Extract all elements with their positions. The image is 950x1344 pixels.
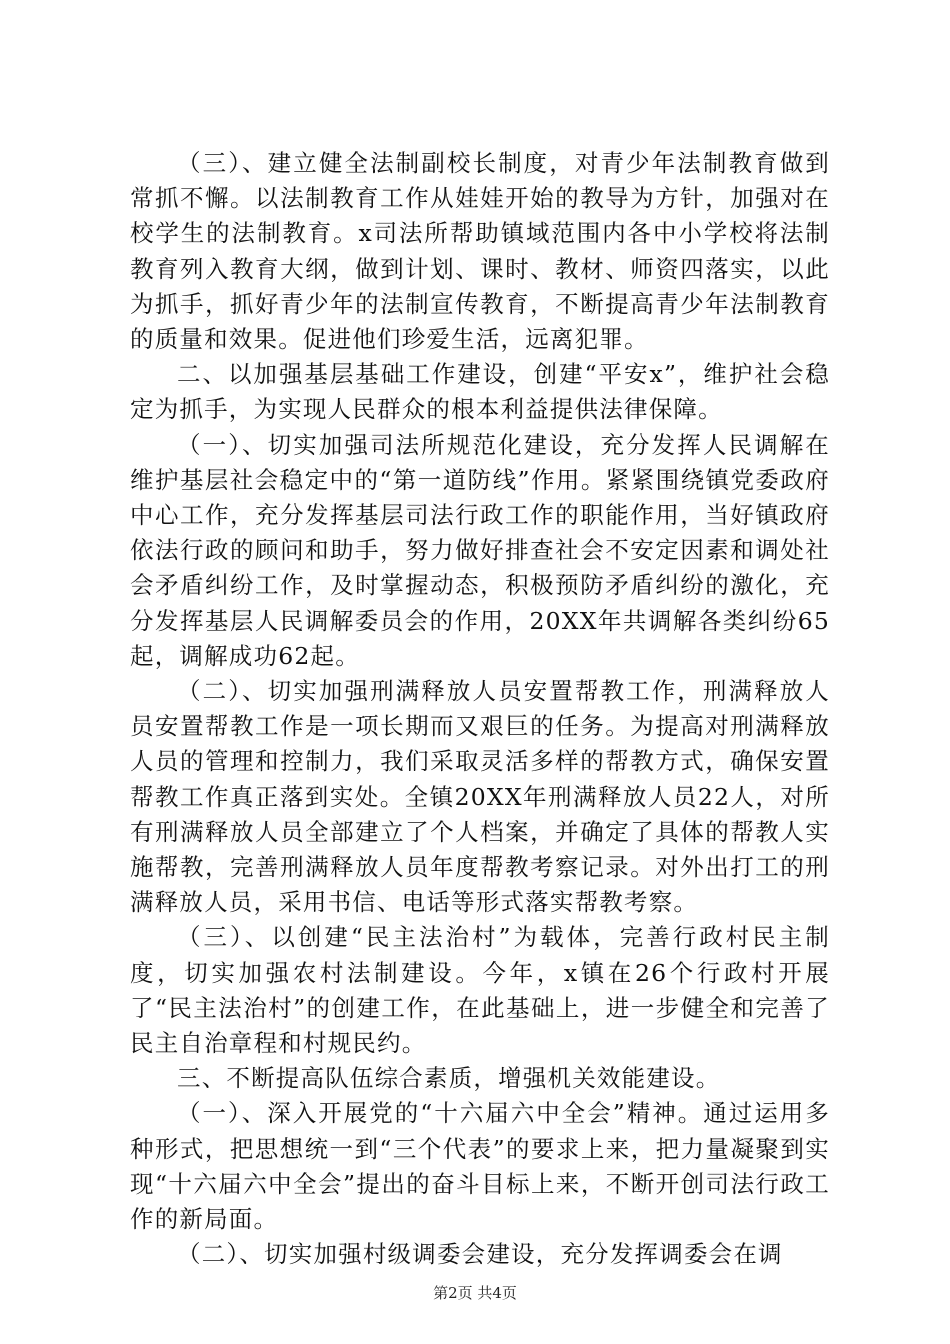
paragraph-2: 二、以加强基层基础工作建设，创建“平安x”，维护社会稳定为抓手，为实现人民群众的根本利益提供法律保障。 [130, 360, 830, 424]
document-body [130, 146, 830, 1273]
page-footer: 第2页 共4页 [433, 1284, 517, 1302]
paragraph-5: （三）、以创建“民主法治村”为载体，完善行政村民主制度，切实加强农村法制建设。今年，x镇在26个行政村开展了“民主法治村”的创建工作，在此基础上，进一步健全和完善了民主自治章程和村规民约。 [130, 923, 830, 1058]
paragraph-8: （二）、切实加强村级调委会建设，充分发挥调委会在调 [177, 1240, 783, 1269]
paragraph-1: （三）、建立健全法制副校长制度，对青少年法制教育做到常抓不懈。以法制教育工作从娃娃开始的教导为方针，加强对在校学生的法制教育。x司法所帮助镇域范围内各中小学校将法制教育列入教育大纲，做到计划、课时、教材、师资四落实，以此为抓手，抓好青少年的法制宣传教育，不断提高青少年法制教育的质量和效果。促进他们珍爱生活，远离犯罪。 [130, 149, 830, 354]
paragraph-3: （一）、切实加强司法所规范化建设，充分发挥人民调解在维护基层社会稳定中的“第一道防线”作用。紧紧围绕镇党委政府中心工作，充分发挥基层司法行政工作的职能作用，当好镇政府依法行政的顾问和助手，努力做好排查社会不安定因素和调处社会矛盾纠纷工作，及时掌握动态，积极预防矛盾纠纷的激化，充分发挥基层人民调解委员会的作用，20XX年共调解各类纠纷65起，调解成功62起。 [130, 430, 830, 670]
paragraph-4: （二）、切实加强刑满释放人员安置帮教工作，刑满释放人员安置帮教工作是一项长期而又艰巨的任务。为提高对刑满释放人员的管理和控制力，我们采取灵活多样的帮教方式，确保安置帮教工作真正落到实处。全镇20XX年刑满释放人员22人，对所有刑满释放人员全部建立了个人档案，并确定了具体的帮教人实施帮教，完善刑满释放人员年度帮教考察记录。对外出打工的刑满释放人员，采用书信、电话等形式落实帮教考察。 [130, 677, 830, 917]
paragraph-7: （一）、深入开展党的“十六届六中全会”精神。通过运用多种形式，把思想统一到“三个代表”的要求上来，把力量凝聚到实现“十六届六中全会”提出的奋斗目标上来，不断开创司法行政工作的新局面。 [130, 1099, 830, 1234]
paragraph-6: 三、不断提高队伍综合素质，增强机关效能建设。 [177, 1064, 721, 1093]
